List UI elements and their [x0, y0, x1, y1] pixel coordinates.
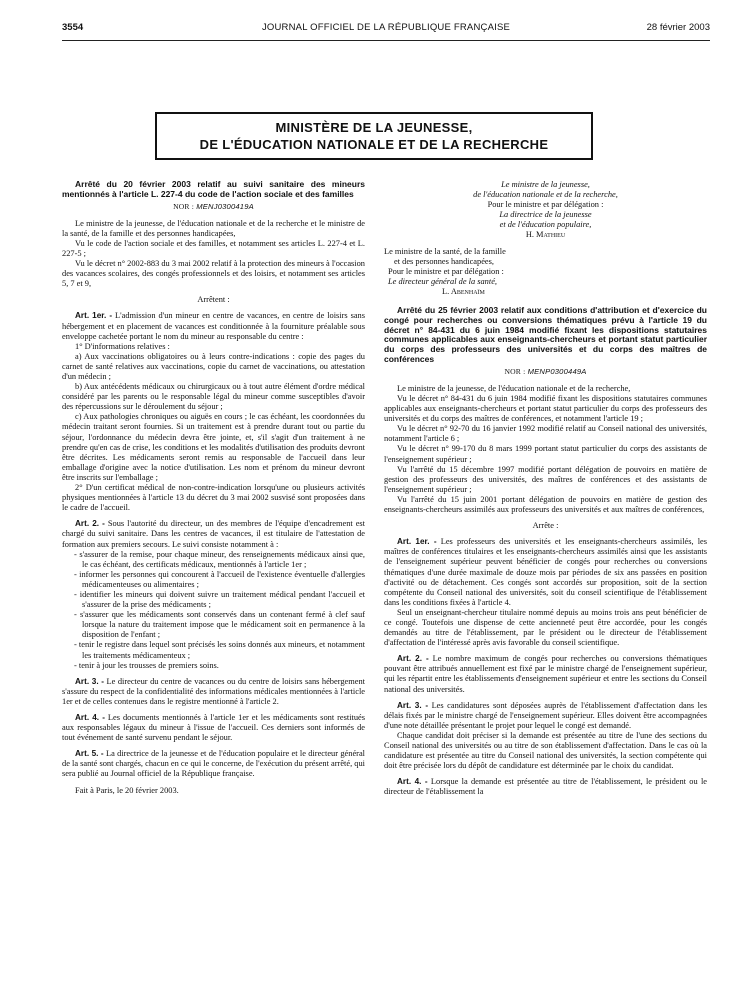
ministry-line-2: DE L'ÉDUCATION NATIONALE ET DE LA RECHERCHE [199, 137, 549, 152]
article-text: La directrice de la jeunesse et de l'éducation populaire et le directeur général de la santé sont chargés, chacun en ce qui le concerne, de l'exécution du présent arrêté, qui sera publié au Journal officiel de la République française. [62, 749, 365, 779]
signature-line: Le ministre de la santé, de la famille [384, 246, 506, 256]
signature-line: et des personnes handicapées, [394, 256, 494, 266]
issue-date: 28 février 2003 [646, 22, 710, 33]
article-text: Lorsque la demande est présentée au titre de l'établissement, le président ou le directeur de l'établissement la [384, 777, 707, 797]
paragraph: 1° D'informations relatives : [75, 341, 170, 351]
list-item: - informer les personnes qui concourent à l'accueil de l'existence éventuelle d'allergies médicamenteuses ou alimentaires ; [74, 569, 365, 589]
article-1 [384, 537, 707, 608]
paragraph: c) Aux pathologies chroniques ou aiguës en cours ; le cas échéant, les coordonnées du médecin traitant seront fournies. Si un traitement est à prendre durant tout ou partie du séjour, l'ordonnance du médecin devra être jointe, et, s'il s'agit d'un traitement à ne prendre qu'en cas de crise, les conditions et les modalités d'utilisation des produits devront être décrites. Les médicaments seront remis au responsable de l'accueil dans leur emballage d'origine avec la notice d'utilisation. Les nom et prénom du mineur devront être inscrits sur l'emballage ; [62, 412, 365, 482]
article-text: Sous l'autorité du directeur, un des membres de l'équipe d'encadrement est chargé du suivi sanitaire. Dans les centres de vacances, il est titulaire de l'attestation de formation aux premiers secours. Le suivi consiste notamment à : [62, 519, 366, 549]
signature-block-2 [384, 247, 707, 297]
signature-line: Pour le ministre et par délégation : [388, 266, 504, 276]
arretent-heading: Arrêtent : [197, 295, 230, 305]
article-label: Art. 2. - [397, 654, 429, 664]
list-item: - tenir le registre dans lequel sont précisés les soins donnés aux mineurs, et notamment les traitements médicamenteux ; [74, 640, 365, 660]
paragraph: Chaque candidat doit préciser si la demande est présentée au titre de l'une des sections du Conseil national des universités ou au titre de son établissement d'affectation. Dans le cas où la candidature est présentée au titre du Conseil national des universités, la section compétente qui doit être précisée lors du dépôt de candidature est déterminée par le choix du candidat. [384, 730, 707, 771]
paragraph: Vu le code de l'action sociale et des familles, et notamment ses articles L. 227-4 et L. 227-5 ; [62, 238, 365, 258]
ministry-line-1: MINISTÈRE DE LA JEUNESSE, [275, 120, 473, 135]
article-3 [62, 677, 365, 707]
signature-line: et de l'éducation populaire, [499, 220, 592, 230]
article-4 [384, 777, 707, 797]
article-label: Art. 3. - [397, 700, 429, 710]
left-column [62, 180, 365, 796]
paragraph: Vu le décret n° 92-70 du 16 janvier 1992 modifié relatif au Conseil national des universités, notamment l'article 6 ; [384, 424, 707, 444]
article-label: Art. 5. - [75, 749, 104, 759]
signatory-name: H. Mathieu [525, 230, 566, 240]
nor-reference [384, 367, 707, 377]
journal-title: JOURNAL OFFICIEL DE LA RÉPUBLIQUE FRANÇAISE [261, 22, 511, 33]
nor-reference [62, 202, 365, 212]
article-4 [62, 713, 365, 743]
article-text: L'admission d'un mineur en centre de vacances, en centre de loisirs sans hébergement et en placement de vacances est conditionnée à la fourniture préalable sous enveloppe cachetée portant le nom du mineur au responsable du centre : [62, 311, 366, 341]
paragraph: Seul un enseignant-chercheur titulaire nommé depuis au moins trois ans peut bénéficier de ce congé. Toutefois une dispense de cette ancienneté peut être accordée, pour les congés demandés au titre de l'établissement, par le président ou le directeur de l'établissement d'affectation de l'intéressé après avis favorable du conseil scientifique. [384, 607, 707, 648]
paragraph: a) Aux vaccinations obligatoires ou à leurs contre-indications : copie des pages du carnet de santé relatives aux vaccinations, copie du carnet de vaccinations, ou attestation d'un médecin ; [62, 351, 365, 381]
signature-line: Le directeur général de la santé, [388, 276, 498, 286]
paragraph: Le ministre de la jeunesse, de l'éducation nationale et de la recherche et le ministre de la santé, de la famille et des personnes handicapées, [62, 218, 365, 238]
article-text: Le nombre maximum de congés pour recherches ou conversions thématiques pouvant être attribués annuellement est fixé par le ministre chargé de l'enseignement supérieur, qui les répartit entre les établissements d'enseignement supérieur et entre les sections du Conseil national des universités. [384, 654, 707, 694]
paragraph: Vu le décret n° 2002-883 du 3 mai 2002 relatif à la protection des mineurs à l'occasion des vacances scolaires, des congés professionnels et des loisirs, et notamment ses articles 5, 7 et 9, [62, 259, 365, 289]
article-label: Art. 1er. - [397, 537, 437, 547]
article-label: Art. 1er. - [75, 311, 113, 321]
article-text: Les documents mentionnés à l'article 1er et les médicaments sont restitués aux responsables légaux du mineur à l'issue de l'accueil. Ces derniers sont informés de tout événement de santé survenu pendant le séjour. [62, 713, 366, 743]
arrete-heading: Arrête : [532, 521, 559, 531]
signature-line: Pour le ministre et par délégation : [487, 200, 604, 210]
running-header [62, 22, 710, 36]
article-5 [62, 749, 365, 779]
article-label: Art. 3. - [75, 676, 104, 686]
article-2 [62, 519, 365, 549]
bullet-list [62, 550, 365, 671]
header-rule [62, 40, 710, 41]
list-item: - tenir à jour les trousses de premiers soins. [74, 660, 219, 670]
article-text: Les candidatures sont déposées auprès de l'établissement d'affectation dans les délais fixés par le ministre chargé de l'enseignement supérieur. Elles doivent être accompagnées d'une note détaillée présentant le projet pour lequel le congé est demandé. [384, 700, 707, 730]
signature-line: de l'éducation nationale et de la recherche, [473, 190, 618, 200]
paragraph: Vu le décret n° 99-170 du 8 mars 1999 portant statut particulier du corps des assistants de l'enseignement supérieur ; [384, 444, 707, 464]
article-text: Le directeur du centre de vacances ou du centre de loisirs sans hébergement s'assure du respect de la confidentialité des informations médicales mentionnées à l'article 1er et de celles contenues dans le registre mentionné à l'article 2. [62, 676, 366, 706]
nor-code: MENJ0300419A [196, 201, 254, 211]
paragraph: Vu le décret n° 84-431 du 6 juin 1984 modifié fixant les dispositions statutaires communes applicables aux enseignants-chercheurs et portant statut particulier du corps des professeurs des universités et du corps des maîtres de conférences, et notamment l'article 19 ; [384, 394, 707, 424]
article-label: Art. 4. - [397, 777, 428, 787]
list-item: - s'assurer de la remise, pour chaque mineur, des renseignements médicaux ainsi que, le cas échéant, des certificats médicaux, mentionnés à l'article 1er ; [74, 549, 365, 569]
signature-block-1 [384, 180, 707, 241]
paragraph: b) Aux antécédents médicaux ou chirurgicaux ou à tout autre élément d'ordre médical considéré par les parents ou le responsable légal du mineur comme susceptibles d'avoir des répercussions sur le déroulement du séjour ; [62, 382, 365, 412]
paragraph: Vu l'arrêté du 15 décembre 1997 modifié portant délégation de pouvoirs en matière de gestion des professeurs des universités, des maîtres de conférences et des assistants de l'enseignement supérieur ; [384, 464, 707, 494]
paragraph: Le ministre de la jeunesse, de l'éducation nationale et de la recherche, [397, 383, 631, 393]
nor-label: NOR : [504, 366, 526, 376]
article-3 [384, 701, 707, 731]
signature-line: La directrice de la jeunesse [499, 210, 592, 220]
article-2 [384, 654, 707, 694]
paragraph: Vu l'arrêté du 15 juin 2001 portant délégation de pouvoirs en matière de gestion des enseignants-chercheurs assimilés aux professeurs des universités et aux maîtres de conférences, [384, 494, 707, 515]
signatory-name: L. Abenhaïm [442, 286, 485, 296]
signature-date: Fait à Paris, le 20 février 2003. [75, 785, 179, 795]
list-item: - identifier les mineurs qui doivent suivre un traitement médical pendant l'accueil et s'assurer de la prise des médicaments ; [74, 589, 365, 610]
paragraph: 2° D'un certificat médical de non-contre-indication lorsqu'une ou plusieurs activités physiques mentionnées à l'article 13 du décret du 3 mai 2002 susvisé sont proposées dans le cadre de l'accueil. [62, 483, 365, 513]
ministry-box [155, 112, 593, 160]
decree-title: Arrêté du 20 février 2003 relatif au suivi sanitaire des mineurs mentionnés à l'article L. 227-4 du code de l'action sociale et des familles [62, 179, 365, 199]
page-number: 3554 [62, 22, 84, 33]
decree-title: Arrêté du 25 février 2003 relatif aux conditions d'attribution et d'exercice du congé pour recherches ou conversions thématiques prévu à l'article 19 du décret n° 84-431 du 6 juin 1984 modifié fixant les dispositions statutaires communes applicables aux enseignants-chercheurs et portant statut particulier du corps des professeurs des universités et du corps des maîtres de conférences [384, 305, 707, 365]
article-text: Les professeurs des universités et les enseignants-chercheurs assimilés, les maîtres de conférences titulaires et les enseignants-chercheurs assimilés ainsi que les assistants de l'enseignement supérieur peuvent bénéficier de congés pour recherches ou conversions thématiques d'une durée maximale de douze mois par périodes de six ans passées en position d'activité ou de détachement. Ces congés sont accordés sur proposition, soit de la section compétente du Conseil national des universités, soit du conseil scientifique de l'établissement dans les conditions fixées à l'article 4. [384, 537, 708, 607]
signature-line: Le ministre de la jeunesse, [501, 180, 590, 189]
article-label: Art. 4. - [75, 713, 105, 722]
nor-code: MENP0300449A [527, 366, 587, 376]
article-label: Art. 2. - [75, 519, 105, 529]
list-item: - s'assurer que les médicaments sont conservés dans un contenant fermé à clef sauf lorsque la nature du traitement impose que le médicament soit en permanence à la disposition de l'enfant ; [74, 610, 365, 640]
article-1 [62, 311, 365, 341]
nor-label: NOR : [173, 201, 195, 211]
right-column [384, 180, 707, 797]
